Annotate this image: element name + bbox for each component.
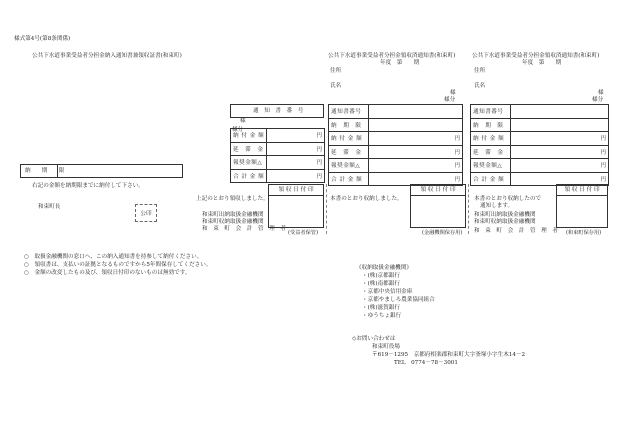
note-1: ○ 取扱金融機関の窓口へ、この納入通知書を持参して納付ください。 [24,254,203,260]
left-sama: 様 [240,118,246,124]
row-value[interactable]: 円 [369,145,463,159]
official-seal: 公印 [135,204,157,222]
note-3: ○ 金額の改変したもの及び、領収日付印のないものは無効です。 [24,270,191,276]
left-request-text: 右記の金額を納期限までに納付して下さい。 [32,183,144,189]
row-label: 納 付 金 額 [231,129,267,143]
left-collector-3: 和 束 町 会 計 管 理 者 [202,226,286,232]
table-row [329,132,463,146]
left-collector-1: 和束町出納取扱金融機関 [202,212,264,218]
bank-item: ・京都中央信用金庫 [362,289,413,295]
contact-title: ◇お問い合わせは [352,336,396,342]
right-receipt-stamp-area [556,184,608,228]
row-label: 延 滞 金 [329,145,369,159]
middle-title: 公共下水道事業受益者分担金領収済通知書(和束町) [328,53,456,59]
right-name-label: 氏名 [474,83,486,89]
middle-suffix: 様分 [444,97,456,103]
row-label: 報奨金額△ [471,159,511,173]
bank-item: ・(株)滋賀銀行 [362,305,400,311]
row-value[interactable] [369,105,463,119]
row-label: 延 滞 金 [231,142,267,156]
table-row [471,105,609,119]
table-row [231,169,325,183]
row-label: 通知書番号 [329,105,369,119]
right-collector-1: 和束町出納取扱金融機関 [474,212,536,218]
table-row [329,145,463,159]
row-label: 合 計 金 額 [329,172,369,186]
row-label: 納 付 金 額 [329,132,369,146]
contact-tel: TEL 0774－78－3001 [394,360,458,366]
bank-item: ・京都やましろ農業協同組合 [362,297,435,303]
row-value[interactable]: 円 [511,172,609,186]
middle-sama: 様 [450,90,456,96]
left-amount-table [230,128,325,183]
table-row [231,129,325,143]
table-row [231,142,325,156]
right-note-line-2: 通知します。 [480,203,514,209]
row-value[interactable] [511,105,609,119]
middle-receipt-header: 領 収 日 付 印 [411,185,465,196]
middle-copy-label: (金融機関保存用) [422,230,463,236]
row-label: 納 期 限 [471,118,511,132]
right-copy-label: (和束町保存用) [566,230,602,236]
table-row [471,145,609,159]
row-value[interactable] [511,118,609,132]
form-number: 様式第4号(第8条関係) [14,36,71,42]
perforation-line [468,184,469,234]
right-collector-2: 和束町収納取扱金融機関 [474,219,536,225]
banks-title: 《収納取扱金融機関》 [356,265,412,271]
row-label: 報奨金額△ [231,156,267,170]
row-label: 納 期 限 [329,118,369,132]
row-value[interactable]: 円 [511,159,609,173]
table-row [471,118,609,132]
table-row [471,132,609,146]
left-recipient-suffix: 様分 [232,127,244,133]
left-receipt-header: 領 収 日 付 印 [269,185,323,196]
right-collector-3: 和 束 町 会 計 管 理 者 [474,228,558,234]
row-value[interactable]: 円 [267,169,325,183]
bank-item: ・ゆうちょ銀行 [362,313,402,319]
middle-receipt-stamp-area [410,184,466,228]
middle-amount-table [328,104,463,186]
right-period: 年度 第 期 [522,60,562,66]
table-row [471,159,609,173]
row-label: 報奨金額△ [329,159,369,173]
left-copy-label: (受益者保管) [288,230,318,236]
row-value[interactable] [369,118,463,132]
row-value[interactable]: 円 [511,132,609,146]
table-row [329,105,463,119]
left-due-label: 納 期 限 [25,168,65,174]
right-address-label: 住所 [474,68,486,74]
row-label: 合 計 金 額 [471,172,511,186]
perforation-line [326,184,327,234]
mayor-label: 和束町長 [38,204,61,210]
left-due-box [20,164,183,178]
row-label: 延 滞 金 [471,145,511,159]
contact-dept: 和束町役場 [372,344,400,350]
table-row [231,156,325,170]
left-collector-2: 和束町収納取扱金融機関 [202,219,264,225]
row-label: 合 計 金 額 [231,169,267,183]
row-label: 通知書番号 [471,105,511,119]
right-receipt-header: 領 収 日 付 印 [557,185,607,196]
row-value[interactable]: 円 [267,142,325,156]
right-note-line-1: 本書のとおり収納したので [474,196,542,202]
left-collector-note: 上記のとおり領収しました。 [196,196,269,202]
middle-note: 本書のとおり収納しました。 [330,196,403,202]
table-row [329,159,463,173]
left-title: 公共下水道事業受益者分担金納入通知書兼領収証書(和束町) [32,53,182,59]
middle-name-label: 氏名 [330,83,342,89]
left-table-header [230,104,324,118]
right-sama: 様 [598,90,604,96]
row-value[interactable]: 円 [267,129,325,143]
left-receipt-stamp-area [268,184,324,228]
right-amount-table [470,104,609,186]
row-value[interactable]: 円 [267,156,325,170]
left-table-header-label: 通 知 書 番 号 [253,108,304,114]
contact-address: 〒619－1295 京都府相楽郡和束町大字釜塚小字生木14－2 [372,352,526,358]
middle-address-label: 住所 [330,68,342,74]
middle-period: 年度 第 期 [380,60,420,66]
bank-item: ・(株)京都銀行 [362,273,400,279]
row-value[interactable]: 円 [369,172,463,186]
note-2: ○ 領収書は、支払いの証拠となるものですから5年間保存してください。 [24,262,212,268]
row-value[interactable]: 円 [511,145,609,159]
bank-item: ・(株)南都銀行 [362,281,400,287]
row-value[interactable]: 円 [369,132,463,146]
right-title: 公共下水道事業受益者分担金領収済通知書(和束町) [472,53,600,59]
right-suffix: 様分 [592,97,604,103]
row-value[interactable]: 円 [369,159,463,173]
row-label: 納 付 金 額 [471,132,511,146]
table-row [329,118,463,132]
